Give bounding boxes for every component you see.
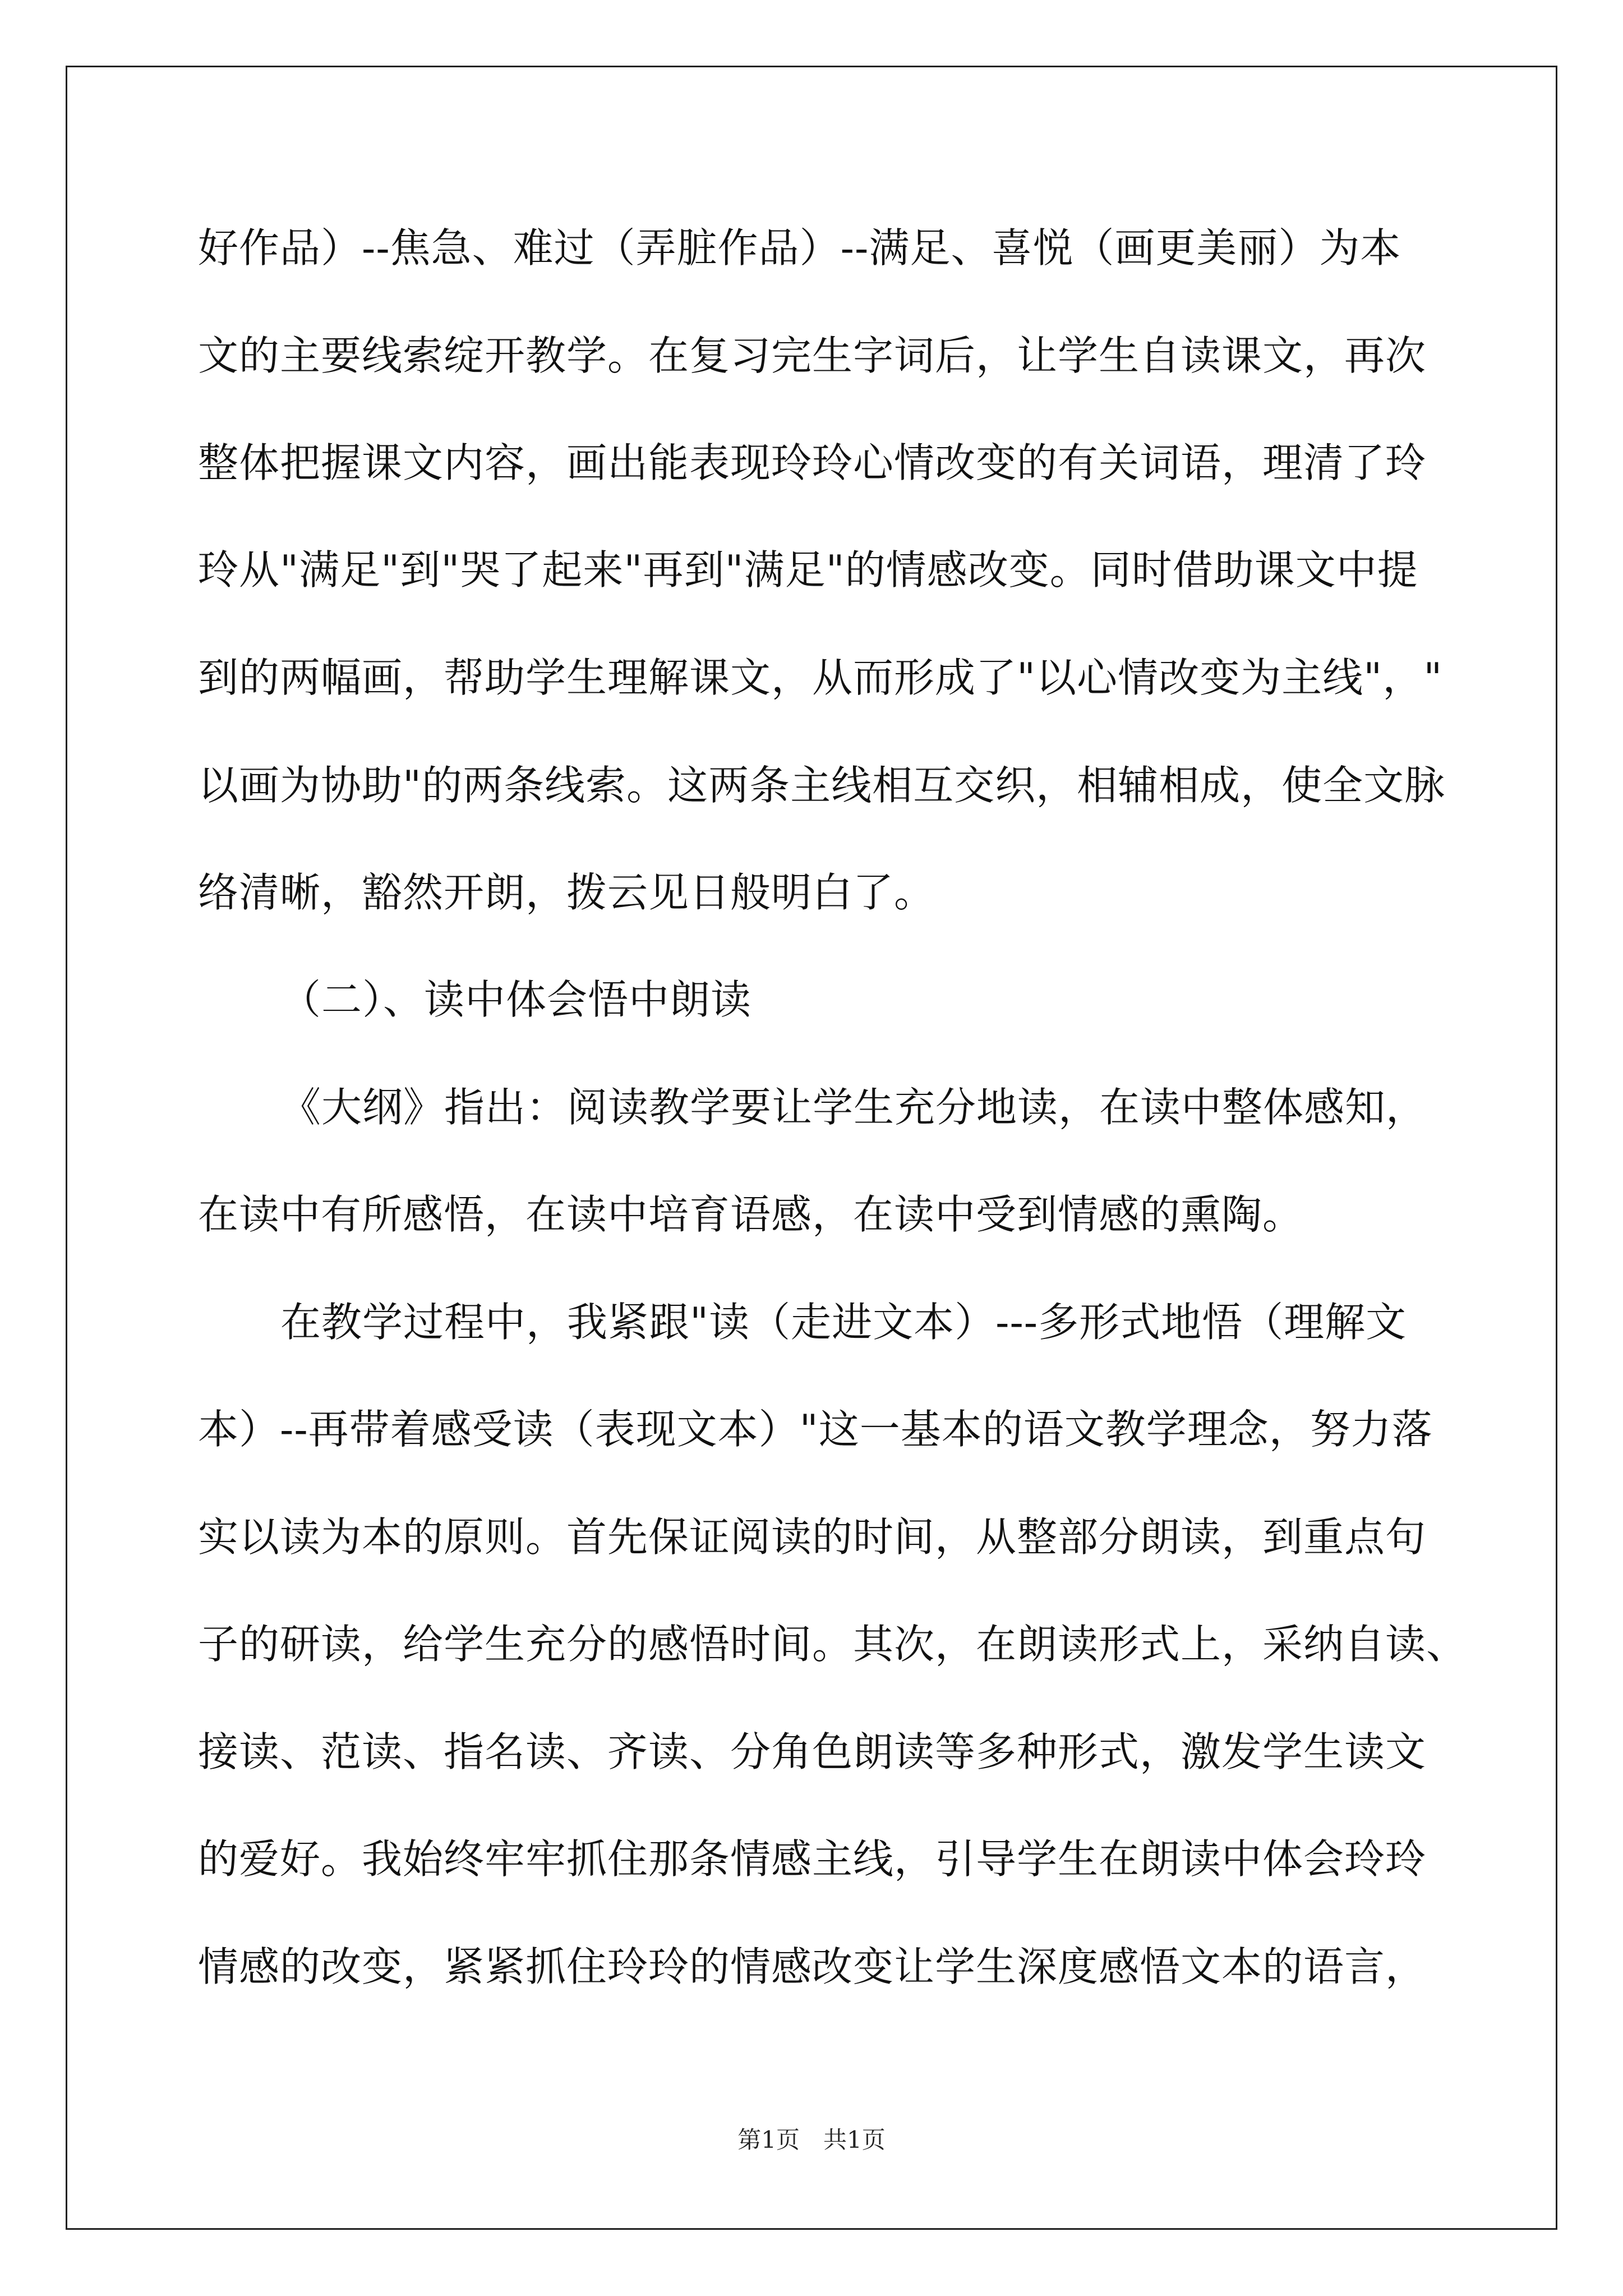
body-line-10: 在读中有所感悟，在读中培育语感，在读中受到情感的熏陶。 <box>198 1191 1304 1238</box>
body-line-2: 文的主要线索绽开教学。在复习完生字词后，让学生自读课文，再次 <box>198 332 1427 379</box>
section-heading: （二）、读中体会悟中朗读 <box>280 976 752 1023</box>
body-line-6: 以画为协助"的两条线索。这两条主线相互交织，相辅相成，使全文脉 <box>198 762 1446 809</box>
body-line-15: 接读、范读、指名读、齐读、分角色朗读等多种形式，激发学生读文 <box>198 1728 1427 1775</box>
body-line-7: 络清晰，豁然开朗，拨云见日般明白了。 <box>198 869 935 916</box>
body-line-9: 《大纲》指出：阅读教学要让学生充分地读，在读中整体感知， <box>280 1084 1427 1131</box>
body-line-4: 玲从"满足"到"哭了起来"再到"满足"的情感改变。同时借助课文中提 <box>198 546 1418 593</box>
body-line-16: 的爱好。我始终牢牢抓住那条情感主线，引导学生在朗读中体会玲玲 <box>198 1835 1427 1883</box>
body-line-17: 情感的改变，紧紧抓住玲玲的情感改变让学生深度感悟文本的语言， <box>198 1943 1427 1990</box>
body-line-1: 好作品）--焦急、难过（弄脏作品）--满足、喜悦（画更美丽）为本 <box>198 224 1401 272</box>
page-footer: 第1页 共1页 <box>737 2126 886 2154</box>
body-line-12: 本）--再带着感受读（表现文本）"这一基本的语文教学理念，努力落 <box>198 1406 1433 1453</box>
page-frame <box>66 66 1557 2230</box>
body-line-14: 子的研读，给学生充分的感悟时间。其次，在朗读形式上，采纳自读、 <box>198 1621 1468 1668</box>
body-line-3: 整体把握课文内容，画出能表现玲玲心情改变的有关词语，理清了玲 <box>198 439 1427 486</box>
body-line-5: 到的两幅画，帮助学生理解课文，从而形成了"以心情改变为主线"，" <box>198 654 1443 701</box>
body-line-11: 在教学过程中，我紧跟"读（走进文本）---多形式地悟（理解文 <box>280 1299 1407 1346</box>
body-line-13: 实以读为本的原则。首先保证阅读的时间，从整部分朗读，到重点句 <box>198 1513 1427 1561</box>
